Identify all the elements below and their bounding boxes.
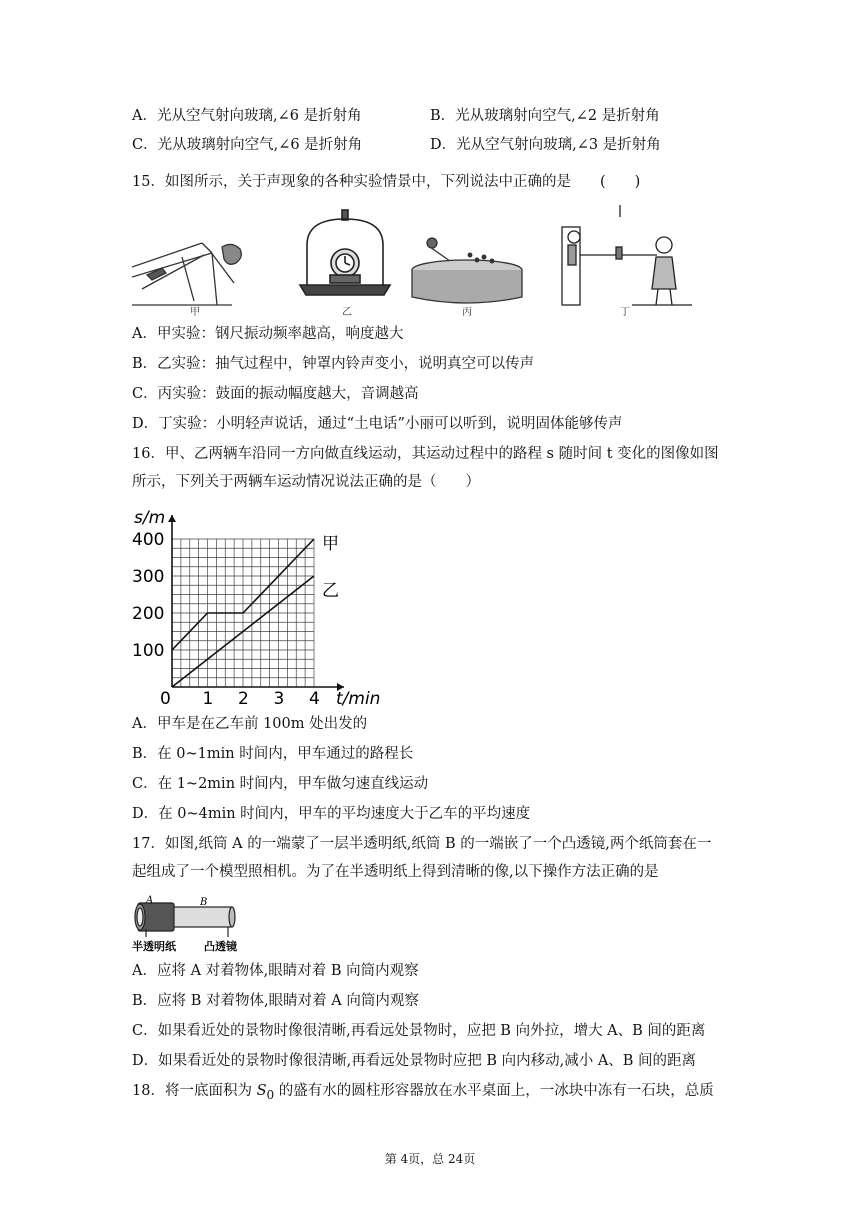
q15-option-d: D．丁实验：小明轻声说话，通过“土电话”小丽可以听到，说明固体能够传声: [132, 416, 623, 432]
y-axis-label: s/m: [134, 508, 166, 528]
q16-option-b: B．在 0~1min 时间内，甲车通过的路程长: [132, 746, 414, 762]
chart-ticks: [132, 530, 320, 709]
y-axis-arrow: [168, 515, 176, 522]
q15-figure: [132, 205, 697, 317]
q16-stem-line2: 所示，下列关于两辆车运动情况说法正确的是（ ）: [132, 474, 480, 490]
q18-stem: 18．将一底面积为 $S_0$ 的盛有水的圆柱形容器放在水平桌面上，一冰块中冻有一石块，总质: [132, 1083, 714, 1102]
y-tick-label: 400: [132, 530, 165, 550]
label-a: A: [146, 895, 154, 906]
q17-option-c: C．如果看近处的景物时像很清晰,再看远处景物时，应把 B 向外拉，增大 A、B 间的距离: [132, 1023, 706, 1039]
q16-option-a: A．甲车是在乙车前 100m 处出发的: [132, 716, 368, 732]
chart-axes: [168, 515, 344, 691]
y-tick-label: 200: [132, 604, 165, 624]
label-lens: 凸透镜: [204, 940, 237, 953]
x-tick-label: 1: [202, 689, 214, 709]
q16-stem-line1: 16．甲、乙两辆车沿同一方向做直线运动，其运动过程中的路程 s 随时间 t 变化的图像如图: [132, 446, 719, 462]
label-screen: 半透明纸: [132, 940, 176, 953]
x-tick-label: 2: [238, 689, 249, 709]
y-tick-label: 100: [132, 641, 165, 661]
q14-option-c: C．光从玻璃射向空气,∠6 是折射角: [132, 137, 363, 153]
st-graph: [132, 505, 392, 710]
q17-option-b: B．应将 B 对着物体,眼睛对着 A 向筒内观察: [132, 993, 419, 1009]
q17-stem-line1: 17．如图,纸筒 A 的一端蒙了一层半透明纸,纸筒 B 的一端嵌了一个凸透镜,两个纸筒套在一: [132, 836, 712, 852]
series-label: 甲: [322, 534, 339, 554]
page-footer: 第 4页，总 24页: [384, 1152, 476, 1166]
figure-label-bing: 丙: [462, 307, 472, 317]
q15-option-a: A．甲实验：钢尺振动频率越高，响度越大: [132, 326, 404, 342]
pinhole-camera-figure: [132, 893, 262, 955]
q16-option-d: D．在 0~4min 时间内，甲车的平均速度大于乙车的平均速度: [132, 806, 531, 822]
q17-option-d: D．如果看近处的景物时像很清晰,再看远处景物时应把 B 向内移动,减小 A、B 间的距离: [132, 1053, 697, 1069]
y-tick-label: 300: [132, 567, 165, 587]
q16-option-c: C．在 1~2min 时间内，甲车做匀速直线运动: [132, 776, 429, 792]
q15-stem: 15．如图所示，关于声现象的各种实验情景中，下列说法中正确的是 ( ): [132, 174, 641, 190]
series-label: 乙: [322, 581, 339, 601]
x-tick-label: 3: [273, 689, 285, 709]
q14-option-b: B．光从玻璃射向空气,∠2 是折射角: [430, 108, 660, 124]
q17-option-a: A．应将 A 对着物体,眼睛对着 B 向筒内观察: [132, 963, 419, 979]
steel-ruler-illustration: [132, 243, 241, 305]
q15-option-b: B．乙实验：抽气过程中，钟罩内铃声变小，说明真空可以传声: [132, 356, 535, 372]
string-telephone-illustration: [562, 205, 692, 305]
figure-label-ding: 丁: [620, 307, 630, 317]
bell-jar-illustration: [300, 210, 390, 295]
label-b: B: [200, 897, 208, 908]
q14-option-d: D．光从空气射向玻璃,∠3 是折射角: [430, 137, 661, 153]
x-tick-label: 4: [309, 689, 320, 709]
x-axis-label: t/min: [336, 689, 381, 709]
q17-stem-line2: 起组成了一个模型照相机。为了在半透明纸上得到清晰的像,以下操作方法正确的是: [132, 864, 659, 880]
q14-option-a: A．光从空气射向玻璃,∠6 是折射角: [132, 108, 362, 124]
figure-label-yi: 乙: [342, 307, 352, 317]
x-tick-label: 0: [160, 689, 171, 709]
q15-option-c: C．丙实验：鼓面的振动幅度越大，音调越高: [132, 386, 419, 402]
figure-label-jia: 甲: [190, 307, 200, 317]
drum-illustration: [412, 238, 522, 303]
